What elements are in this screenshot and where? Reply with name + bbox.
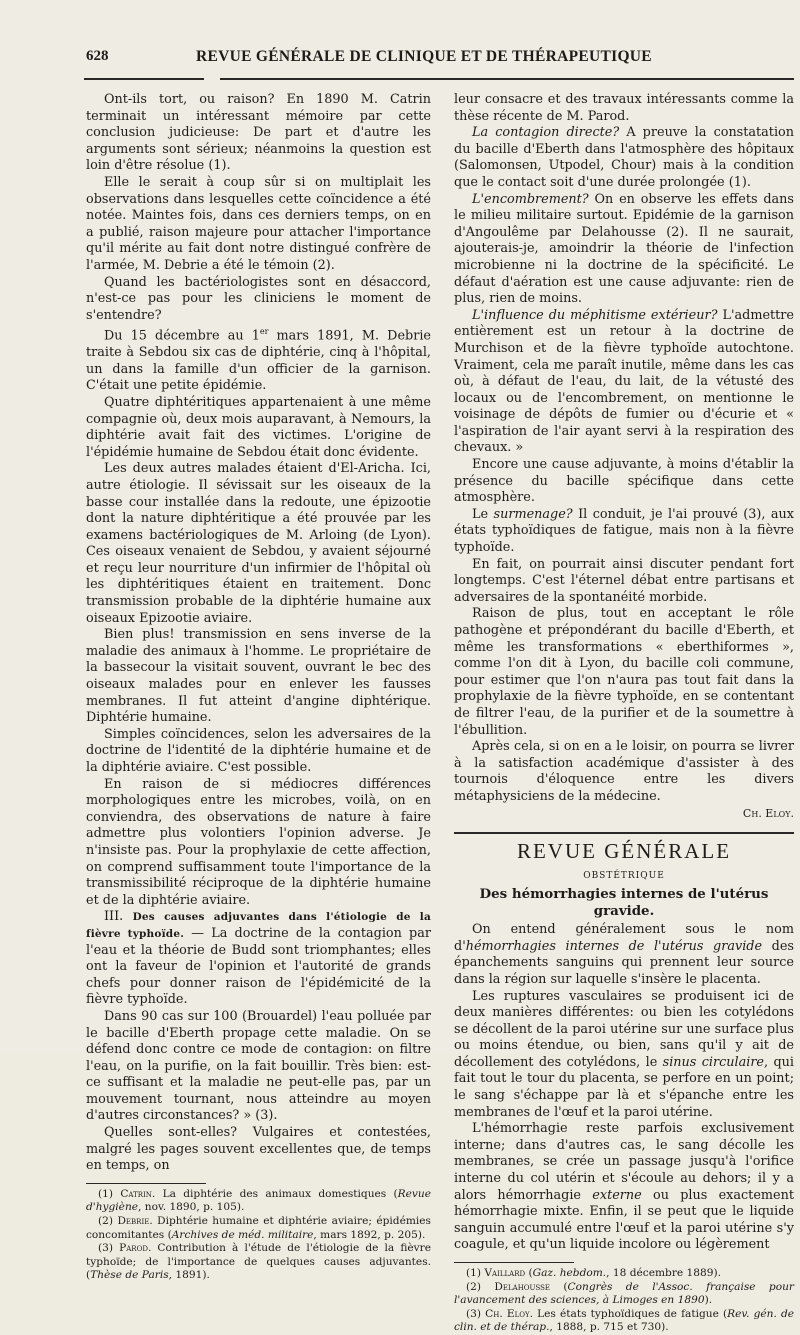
page-header (0, 48, 800, 70)
section-rule (454, 832, 794, 834)
footnote: (3) Ch. Eloy. Les états typhoïdiques de fatigue (Rev. gén. de clin. et de thérap., 1888, p. 715 et 730). (454, 1307, 795, 1334)
footnote-rule (454, 1262, 574, 1263)
paragraph: Ont-ils tort, ou raison? En 1890 M. Catrin terminait un intéressant mémoire par cette conclusion judicieuse: De part et d'autre les arguments sont sérieux; néanmoins la question est loin d'être résolue (1). (86, 92, 431, 174)
paragraph: En raison de si médiocres différences morphologiques entre les microbes, voilà, on en conviendra, des observations de nature à faire admettre plus volontiers l'opinion adverse. Je n'insiste pas. Pour la prophylaxie de cette affection, on comprend suffisamment toute l'importance de la transmissibilité réciproque de la diphtérie humaine et de la diphtérie aviaire. (86, 776, 431, 908)
right-column (454, 92, 794, 1335)
footnotes (86, 1188, 431, 1283)
article-title: Des hémorrhagies internes de l'utérus gravide. (479, 886, 769, 920)
paragraph: La contagion directe? A preuve la constatation du bacille d'Eberth dans l'atmosphère des hôpitaux (Salomonsen, Utpodel, Chour) mais à la condition que le contact soit d'une durée prolongée (1). (454, 125, 794, 190)
paragraph: Les ruptures vasculaires se produisent ici de deux manières différentes: ou bien les cotylédons se décollent de la paroi utérine sur une surface plus ou moins étendue, ou bien, sans qu'il y ait de décollement des cotylédons, le sinus circulaire, qui fait tout le tour du placenta, se perfore en un point; le sang s'échappe par là et s'épanche entre les membranes de l'œuf et la paroi utérine. (454, 988, 794, 1120)
section-heading: REVUE GÉNÉRALE (516, 839, 732, 864)
paragraph: L'hémorrhagie reste parfois exclusivement interne; dans d'autres cas, le sang décolle les membranes, se crée un passage jusqu'à l'orifice interne du col utérin et s'écoule au dehors; il y a alors hémorrhagie externe ou plus exactement hémorrhagie mixte. Enfin, il se peut que le liquide sanguin accumulé entre l'œuf et la paroi utérine s'y coagule, et qu'un liquide incolore ou légèrement (454, 1121, 794, 1253)
paragraph: On entend généralement sous le nom d'hémorrhagies internes de l'utérus gravide des épanchements sanguins qui prennent leur source dans la région sur laquelle s'insère le placenta. (454, 922, 794, 987)
paragraph: L'influence du méphitisme extérieur? L'admettre entièrement est un retour à la doctrine de Murchison et de la fièvre typhoïde autochtone. Vraiment, cela me paraît inutile, même dans les cas où, à défaut de l'eau, du lait, de la vétusté des locaux ou de l'encombrement, on mentionne le voisinage de dépôts de fumier ou d'écurie et « l'aspiration de l'air ayant servi à la respiration des chevaux. » (454, 307, 794, 456)
paragraph: Quand les bactériologistes sont en désaccord, n'est-ce pas pour les cliniciens le moment de s'entendre? (86, 274, 431, 323)
paragraph: Du 15 décembre au 1er mars 1891, M. Debrie traite à Sebdou six cas de diphtérie, cinq à l'hôpital, un dans la famille d'un officier de la garnison. C'était une petite épidémie. (86, 327, 431, 394)
paragraph: Simples coïncidences, selon les adversaires de la doctrine de l'identité de la diphtérie humaine et de la diphtérie aviaire. C'est possible. (86, 726, 431, 776)
paragraph: Quelles sont-elles? Vulgaires et contestées, malgré les pages souvent excellentes que, de temps en temps, on (86, 1125, 431, 1174)
paragraph: Encore une cause adjuvante, à moins d'établir la présence du bacille spécifique dans cette atmosphère. (454, 457, 794, 506)
paragraph: Quatre diphtéritiques appartenaient à une même compagnie où, deux mois auparavant, à Nemours, la diphtérie avait fait des victimes. L'origine de l'épidémie humaine de Sebdou était donc évidente. (86, 394, 431, 460)
paragraph: L'encombrement? On en observe les effets dans le milieu militaire surtout. Epidémie de la garnison d'Angoulême par Delahousse (2). Il ne saurait, ajouterais-je, amoindrir la théorie de l'infection microbienne ni la doctrine de la spécificité. Le défaut d'aération est une cause adjuvante: rien de plus, rien de moins. (454, 191, 794, 307)
paragraph: En fait, on pourrait ainsi discuter pendant fort longtemps. C'est l'éternel débat entre partisans et adversaires de la spontanéité morbide. (454, 556, 794, 605)
footnote: (2) Delahousse (Congrès de l'Assoc. française pour l'avancement des sciences, à Limoges en 1890). (454, 1280, 794, 1307)
paragraph: Le surmenage? Il conduit, je l'ai prouvé (3), aux états typhoïdiques de fatigue, mais non à la fièvre typhoïde. (454, 506, 795, 556)
footnote: (2) Debrie. Diphtérie humaine et diphtérie aviaire; épidémies concomitantes (Archives de méd. militaire, mars 1892, p. 205). (86, 1215, 431, 1241)
footnote: (1) Vaillard (Gaz. hebdom., 18 décembre 1889). (466, 1267, 721, 1279)
left-column (86, 92, 431, 1283)
section-paragraph: III. Des causes adjuvantes dans l'étiologie de la fièvre typhoïde. — La doctrine de la contagion par l'eau et la théorie de Budd sont triomphantes; elles ont la faveur de l'opinion et l'autorité de grands chefs pour donner raison de l'épidémicité de la fièvre typhoïde. (86, 909, 431, 1008)
paragraph: Les deux autres malades étaient d'El-Aricha. Ici, autre étiologie. Il sévissait sur les oiseaux de la basse cour installée dans la redoute, une épizootie dont la nature diphtéritique a été prouvée par les examens bactériologiques de M. Arloing (de Lyon). Ces oiseaux venaient de Sebdou, y avaient séjourné et reçu leur nourriture d'un infirmier de l'hôpital où les diphtéritiques étaient en traitement. Donc transmission probable de la diphtérie humaine aux oiseaux Epizootie aviaire. (86, 461, 431, 626)
author-signature: Ch. Eloy. (742, 806, 794, 820)
section-title: Des causes adjuvantes dans l'étiologie de la fièvre typhoïde. (86, 911, 431, 940)
paragraph: Bien plus! transmission en sens inverse de la maladie des animaux à l'homme. Le propriétaire de la bassecour la visitait souvent, ouvrant le bec des oiseaux malades pour en enlever les fausses membranes. Il fut atteint d'angine diphtérique. Diphtérie humaine. (86, 627, 431, 726)
footnote: (1) Catrin. La diphtérie des animaux domestiques (Revue d'hygiène, nov. 1890, p. 105). (86, 1187, 431, 1214)
paragraph: leur consacre et des travaux intéressants comme la thèse récente de M. Parod. (454, 92, 794, 124)
section-number: III. (104, 909, 124, 925)
running-title: REVUE GÉNÉRALE DE CLINIQUE ET DE THÉRAPEUTIQUE (196, 48, 652, 65)
page-number: 628 (86, 48, 109, 64)
header-rule-left (84, 78, 204, 80)
rubric-label: OBSTÉTRIQUE (583, 871, 665, 882)
footnote-rule (86, 1183, 206, 1184)
paragraph: Raison de plus, tout en acceptant le rôle pathogène et prépondérant du bacille d'Eberth, et même les transformations « eberthiformes », comme l'on dit à Lyon, du bacille coli commune, pour estimer que l'on n'aura pas tout fait dans la prophylaxie de la fièvre typhoïde, en se contentant de filtrer l'eau, de la purifier et de la soumettre à l'ébullition. (454, 606, 794, 738)
paragraph: Dans 90 cas sur 100 (Brouardel) l'eau polluée par le bacille d'Eberth propage cette maladie. On se défend donc contre ce mode de contagion: on filtre l'eau, on la purifie, on la fait bouillir. Très bien: est-ce suffisant et la maladie ne peut-elle pas, par un mouvement tournant, nous atteindre au moyen d'autres circonstances? » (3). (86, 1008, 431, 1124)
footnotes (454, 1267, 794, 1335)
paragraph: Elle le serait à coup sûr si on multiplait les observations dans lesquelles cette coïncidence a été notée. Maintes fois, dans ces derniers temps, on en a publié, raison majeure pour attacher l'importance qu'il mérite au fait dont notre distingué confrère de l'armée, M. Debrie a été le témoin (2). (86, 174, 431, 273)
paragraph: Après cela, si on en a le loisir, on pourra se livrer à la satisfaction académique d'assister à des tournois d'éloquence entre les divers métaphysiciens de la médecine. (454, 739, 794, 804)
header-rule-right (220, 78, 794, 80)
footnote: (3) Parod. Contribution à l'étude de l'étiologie de la fièvre typhoïde; de l'importance de quelques causes adjuvantes. (Thèse de Paris, 1891). (86, 1242, 431, 1282)
